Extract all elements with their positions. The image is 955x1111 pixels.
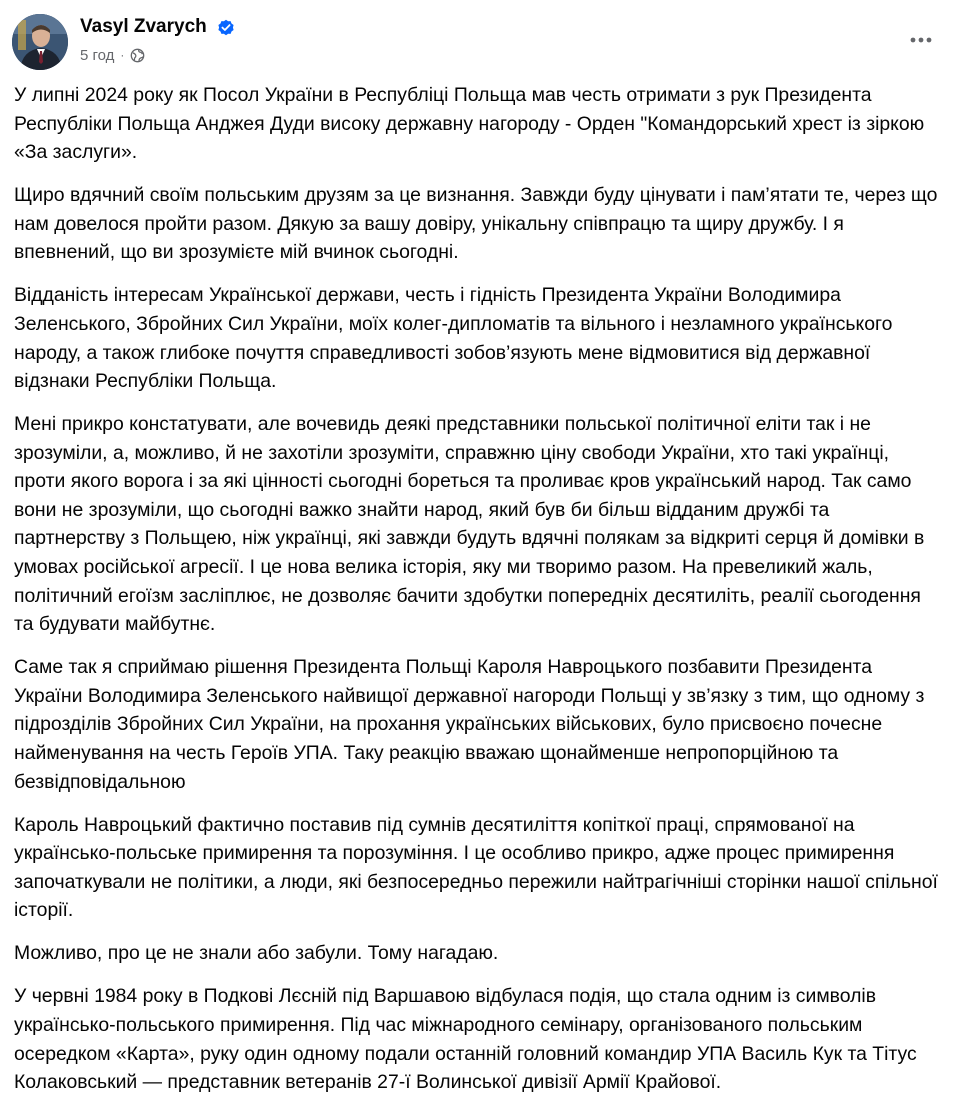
profile-photo (12, 14, 68, 70)
post-paragraph: У липні 2024 року як Посол України в Республіці Польща мав честь отримати з рук Президента Республіки Польща Анджея Дуди високу державну нагороду - Орден "Командорський хрест із зіркою «За заслуги». (14, 84, 925, 164)
post-paragraph: Саме так я сприймаю рішення Президента Польщі Кароля Навроцького позбавити Президента України Володимира Зеленського найвищої державної нагороди Польщі у зв’язку з тим, що одному з підрозділів Збройних Сил України, на прохання українських військових, було присвоєно почесне найменування на честь Героїв УПА. Таку реакцію вважаю щонайменше непропорційною та безвідповідальною (14, 656, 925, 793)
post-paragraph: Щиро вдячний своїм польським друзям за це визнання. Завжди буду цінувати і пам’ятати те, через що нам довелося пройти разом. Дякую за вашу довіру, унікальну співпрацю та щиру дружбу. І я впевнений, що ви зрозумієте мій вчинок сьогодні. (14, 184, 938, 264)
post-paragraph: Мені прикро констатувати, але вочевидь деякі представники польської політичної еліти так і не зрозуміли, а, можливо, й не захотіли зрозуміти, справжню ціну свободи України, хто такі українці, проти якого ворога і за які цінності сьогодні бореться та проливає кров український народ. Так само вони не зрозуміли, що сьогодні важко знайти народ, який був би більш відданим дружбі та партнерству з Польщею, ніж українці, які завжди будуть вдячні полякам за відкриті серця й домівки в умовах російської агресії. І це нова велика історія, яку ми творимо разом. На превеликий жаль, політичний егоїзм засліплює, не дозволяє бачити здобутки попередніх десятиліть, реалії сьогодення та будувати майбутнє. (14, 413, 925, 636)
post-paragraph: Кароль Навроцький фактично поставив під сумнів десятиліття копіткої праці, спрямованої на українсько-польське примирення та порозуміння. І це особливо прикро, адже процес примирення започаткували не політики, а люди, які безпосередньо пережили найтрагічніші сторінки нашої спільної історії. (14, 813, 938, 922)
meta-separator: · (120, 48, 125, 62)
post-paragraph: Відданість інтересам Української держави, честь і гідність Президента України Володимира Зеленського, Збройних Сил України, моїх колег-дипломатів та вільного і незламного українського народу, а також глибоке почуття справедливості зобов’язують мене відмовитися від державної відзнаки Республіки Польща. (14, 284, 893, 393)
more-options-button[interactable] (903, 26, 939, 54)
author-name[interactable]: Vasyl Zvarych (80, 16, 207, 37)
post-paragraph: Можливо, про це не знали або забули. Тому нагадаю. (14, 942, 499, 965)
post-paragraph: У червні 1984 року в Подкові Лєсній під Варшавою відбулася подія, що стала одним із символів українсько-польського примирення. Під час міжнародного семінару, організованого польським осередком «Карта», руку один одному подали останній головний командир УПА Василь Кук та Тітус Колаковський — представник ветеранів 27-ї Волинської дивізії Армії Крайової. (14, 985, 917, 1094)
author-avatar[interactable] (12, 14, 68, 70)
verified-badge-icon (217, 19, 235, 37)
post-body (14, 81, 940, 1111)
post-timestamp[interactable]: 5 год (80, 46, 115, 64)
more-horizontal-icon (910, 37, 932, 43)
globe-icon[interactable] (130, 48, 145, 63)
post-header (12, 12, 943, 72)
post-meta (80, 45, 145, 65)
